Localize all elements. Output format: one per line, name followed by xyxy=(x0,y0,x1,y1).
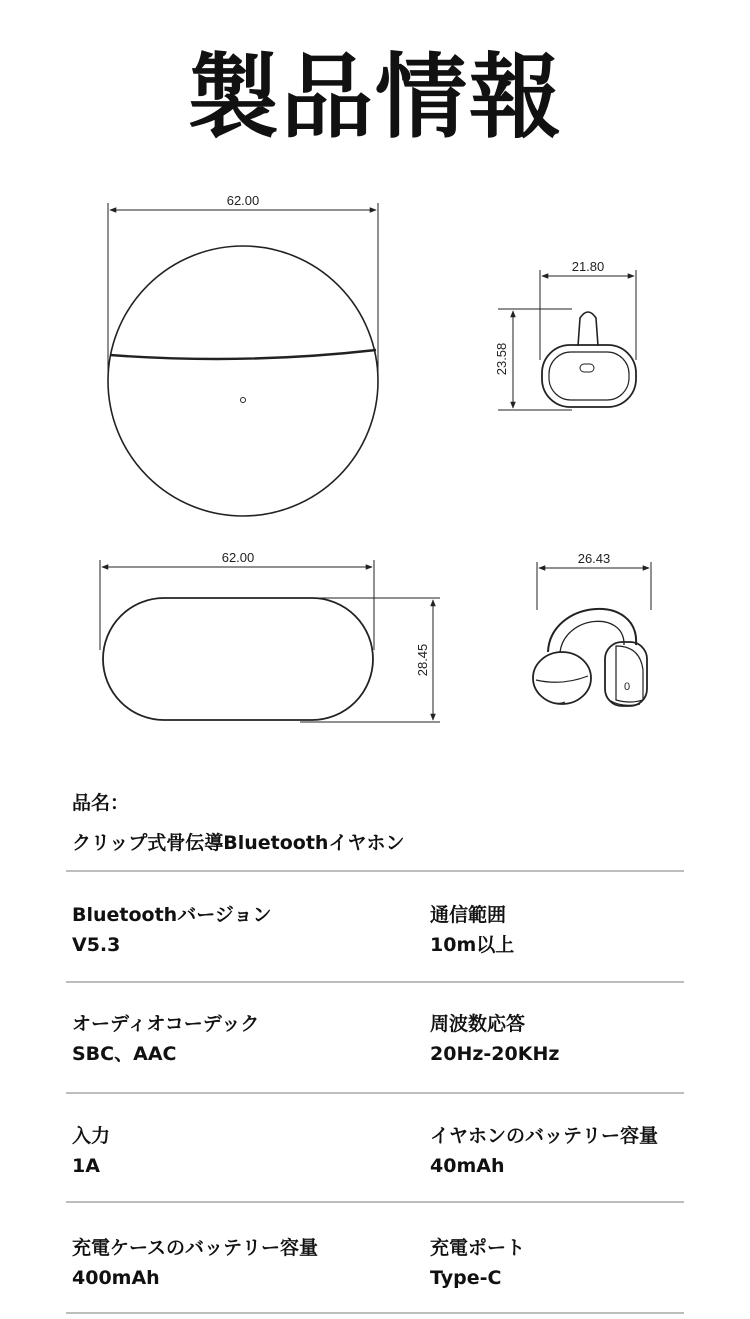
spec-value: Type-C xyxy=(430,1267,502,1289)
earbud-front-view xyxy=(533,562,651,706)
spec-value: SBC、AAC xyxy=(72,1043,177,1065)
case-side-width-label: 62.00 xyxy=(221,550,255,565)
spec-label: Bluetoothバージョン xyxy=(72,904,272,926)
product-name-label: 品名： xyxy=(72,792,130,814)
earbud-side-width-label: 21.80 xyxy=(571,259,605,274)
spec-label: 通信範囲 xyxy=(430,904,507,926)
divider xyxy=(66,1201,684,1203)
spec-value: 20Hz-20KHz xyxy=(430,1043,560,1065)
spec-label: 入力 xyxy=(72,1125,111,1147)
product-name-value: クリップ式骨伝導Bluetoothイヤホン xyxy=(72,832,405,854)
spec-case-battery xyxy=(72,1233,318,1293)
case-side-view xyxy=(100,560,440,722)
spec-port xyxy=(430,1233,525,1293)
spec-value: V5.3 xyxy=(72,934,121,956)
spec-label: 充電ポート xyxy=(430,1237,526,1259)
divider xyxy=(66,1092,684,1094)
spec-label: オーディオコーデック xyxy=(72,1013,260,1035)
divider xyxy=(66,981,684,983)
technical-drawings xyxy=(0,180,750,740)
spec-value: 10m以上 xyxy=(430,934,515,956)
earbud-side-height-label: 23.58 xyxy=(494,342,509,376)
earbud-side-view xyxy=(498,270,636,410)
spec-earbud-battery xyxy=(430,1121,658,1181)
divider xyxy=(66,1312,684,1314)
spec-range xyxy=(430,900,514,960)
spec-label: イヤホンのバッテリー容量 xyxy=(430,1125,659,1147)
spec-label: 充電ケースのバッテリー容量 xyxy=(72,1237,319,1259)
spec-bluetooth xyxy=(72,900,271,960)
divider xyxy=(66,870,684,872)
case-top-width-label: 62.00 xyxy=(226,193,260,208)
earbud-front-width-label: 26.43 xyxy=(577,551,611,566)
spec-frequency xyxy=(430,1009,559,1069)
spec-value: 1A xyxy=(72,1155,100,1177)
case-side-height-label: 28.45 xyxy=(415,643,430,677)
spec-value: 400mAh xyxy=(72,1267,160,1289)
spec-input xyxy=(72,1121,110,1181)
page-title: 製品情報 xyxy=(186,44,563,151)
earbud-front-marking: 0 xyxy=(623,681,631,693)
spec-value: 40mAh xyxy=(430,1155,505,1177)
case-top-view xyxy=(108,203,378,516)
spec-label: 周波数応答 xyxy=(430,1013,526,1035)
spec-codec xyxy=(72,1009,259,1069)
